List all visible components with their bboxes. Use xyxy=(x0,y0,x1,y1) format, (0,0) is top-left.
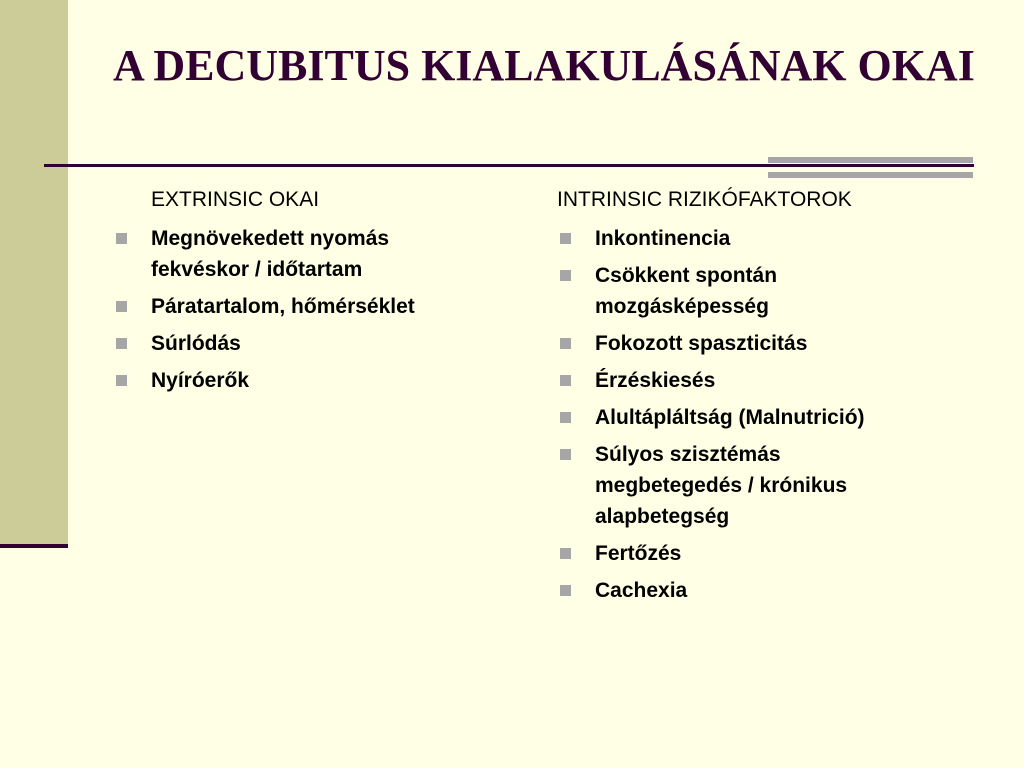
square-bullet-icon xyxy=(560,233,571,244)
intrinsic-column xyxy=(557,186,977,612)
list-item-text: Súlyos szisztémás megbetegedés / krónikus alapbetegség xyxy=(595,443,848,528)
square-bullet-icon xyxy=(560,270,571,281)
list-item-text: Nyíróerők xyxy=(151,369,250,392)
list-item xyxy=(557,575,977,606)
extrinsic-column xyxy=(113,186,513,402)
title-divider-accent xyxy=(768,157,973,179)
square-bullet-icon xyxy=(560,412,571,423)
list-item xyxy=(557,223,977,254)
column-heading: EXTRINSIC OKAI xyxy=(151,188,320,211)
left-accent-band xyxy=(0,0,68,545)
square-bullet-icon xyxy=(116,301,127,312)
square-bullet-icon xyxy=(560,449,571,460)
list-item-text: Alultápláltság (Malnutrició) xyxy=(595,406,865,429)
column-heading: INTRINSIC RIZIKÓFAKTOROK xyxy=(557,188,852,211)
slide-title: A DECUBITUS KIALAKULÁSÁNAK OKAI xyxy=(113,41,975,90)
list-item-text: Fertőzés xyxy=(595,542,682,565)
square-bullet-icon xyxy=(560,585,571,596)
list-item-text: Cachexia xyxy=(595,579,688,602)
list-item xyxy=(557,402,977,433)
square-bullet-icon xyxy=(560,548,571,559)
list-item xyxy=(113,223,481,285)
left-accent-rule xyxy=(0,544,68,548)
square-bullet-icon xyxy=(116,233,127,244)
list-item xyxy=(557,365,977,396)
extrinsic-list xyxy=(113,223,513,396)
list-item xyxy=(557,260,855,322)
square-bullet-icon xyxy=(560,375,571,386)
list-item-text: Fokozott spaszticitás xyxy=(595,332,808,355)
list-item-text: Megnövekedett nyomás fekvéskor / időtartam xyxy=(151,227,390,281)
list-item-text: Csökkent spontán mozgásképesség xyxy=(595,264,778,318)
list-item-text: Érzéskiesés xyxy=(595,369,716,392)
list-item xyxy=(113,365,513,396)
square-bullet-icon xyxy=(560,338,571,349)
accent-bar xyxy=(768,157,973,163)
square-bullet-icon xyxy=(116,375,127,386)
list-item xyxy=(557,328,977,359)
list-item-text: Inkontinencia xyxy=(595,227,731,250)
list-item xyxy=(113,328,513,359)
intrinsic-list xyxy=(557,223,977,606)
list-item xyxy=(557,439,925,532)
list-item xyxy=(113,291,513,322)
accent-bar xyxy=(768,172,973,178)
list-item-text: Súrlódás xyxy=(151,332,241,355)
square-bullet-icon xyxy=(116,338,127,349)
list-item xyxy=(557,538,977,569)
list-item-text: Páratartalom, hőmérséklet xyxy=(151,295,415,318)
